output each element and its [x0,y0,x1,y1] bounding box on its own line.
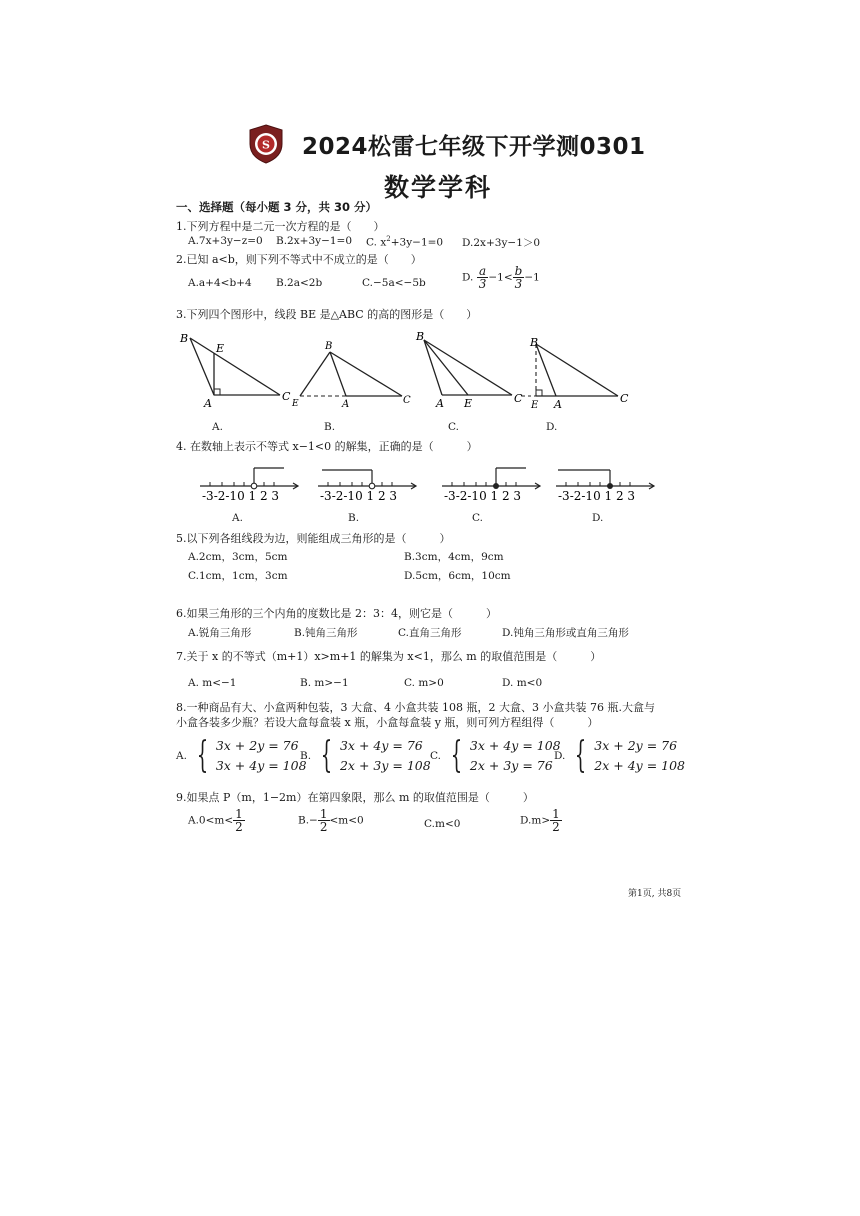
q1-option-a: A.7x+3y−z=0 [188,235,263,247]
q6-option-c: C.直角三角形 [398,627,462,639]
point-c-label: C [514,392,523,405]
q8-option-d: D. { 3x + 2y = 76 2x + 4y = 108 [554,735,686,776]
q1-option-d: D.2x+3y−1＞0 [462,237,541,249]
section-heading: 一、选择题（每小题 3 分，共 30 分） [176,200,378,214]
q8-option-b: B. { 3x + 4y = 76 2x + 3y = 108 [300,735,431,776]
q3-label-d: D. [546,421,558,433]
point-e-label: E [216,342,225,355]
numberline-ticks: -3-2-10 1 2 3 [202,489,280,503]
question-4-stem: 4. 在数轴上表示不等式 x−1<0 的解集，正确的是（ ） [176,440,478,453]
q9-option-a: A.0<m< $\frac{1}{2}$ [188,807,243,834]
question-8-stem-line2: 小盒各装多少瓶？若设大盒每盒装 x 瓶，小盒每盒装 y 瓶，则可列方程组得（ ） [176,716,599,729]
q3-figure-d [516,332,632,410]
q5-option-a: A.2cm，3cm，5cm [188,551,288,563]
point-e-label: E [292,399,299,409]
q7-option-b: B. m>−1 [300,677,349,689]
point-b-label: B [180,332,189,345]
point-c-label: C [403,395,411,406]
point-c-label: C [620,392,629,405]
exam-title: 2024松雷七年级下开学测0301 [302,134,646,160]
q4-label-b: B. [348,512,360,524]
q4-numberline-a [198,462,302,504]
q7-option-a: A. m<−1 [188,677,237,689]
point-e-label: E [531,400,539,410]
school-seal-icon [248,124,284,168]
q3-label-b: B. [324,421,336,433]
point-a-label: A [204,397,212,410]
point-e-label: E [464,397,473,410]
q7-option-d: D. m<0 [502,677,543,689]
question-1-stem: 1.下列方程中是二元一次方程的是（ ） [176,220,385,233]
q5-option-c: C.1cm，1cm，3cm [188,570,288,582]
q8-option-a: A. { 3x + 2y = 76 3x + 4y = 108 [176,735,307,776]
q1-option-b: B.2x+3y−1=0 [276,235,353,247]
question-7-stem: 7.关于 x 的不等式（m+1）x>m+1 的解集为 x<1，那么 m 的取值范围是（ ） [176,650,602,663]
q5-option-d: D.5cm，6cm，10cm [404,570,511,582]
q1-option-c: C. $x^2+3y-1=0$ [366,235,444,249]
numberline-ticks: -3-2-10 1 2 3 [558,489,636,503]
svg-text:S: S [262,138,270,152]
point-b-label: B [325,341,333,352]
q2-option-a: A.a+4<b+4 [188,277,252,289]
numberline-ticks: -3-2-10 1 2 3 [320,489,398,503]
point-c-label: C [282,390,291,403]
q6-option-a: A.锐角三角形 [188,627,252,639]
q9-option-c: C.m<0 [424,818,461,830]
q8-option-c: C. { 3x + 4y = 108 2x + 3y = 76 [430,735,561,776]
q9-option-d: D.m> $\frac{1}{2}$ [520,807,560,834]
q6-option-d: D.钝角三角形或直角三角形 [502,627,629,639]
q4-label-a: A. [232,512,243,524]
point-b-label: B [416,330,425,343]
q3-figure-a [176,328,300,410]
point-a-label: A [554,398,562,410]
point-a-label: A [342,399,350,410]
exam-subject: 数学学科 [384,173,493,202]
q2-option-c: C.−5a<−5b [362,277,426,289]
q3-label-a: A. [212,421,223,433]
question-2-stem: 2.已知 a<b，则下列不等式中不成立的是（ ） [176,253,422,266]
q3-label-c: C. [448,421,459,433]
question-8-stem-line1: 8.一种商品有大、小盒两种包装，3 大盒、4 小盒共装 108 瓶，2 大盒、3 小盒共装 76 瓶.大盒与 [176,701,655,714]
q3-figure-b [290,338,414,410]
point-b-label: B [530,336,539,349]
question-5-stem: 5.以下列各组线段为边，则能组成三角形的是（ ） [176,532,451,545]
q4-label-d: D. [592,512,604,524]
page-number: 第1页, 共8页 [628,889,682,899]
question-6-stem: 6.如果三角形的三个内角的度数比是 2：3：4，则它是（ ） [176,607,497,620]
q6-option-b: B.钝角三角形 [294,627,358,639]
q5-option-b: B.3cm，4cm，9cm [404,551,504,563]
question-3-stem: 3.下列四个图形中，线段 BE 是△ABC 的高的图形是（ ） [176,308,478,321]
q4-label-c: C. [472,512,483,524]
q2-option-d: D. $\frac{a}{3}$ −1< $\frac{b}{3}$ −1 [462,264,540,291]
q4-numberline-d [554,462,658,504]
q4-numberline-c [440,462,544,504]
point-a-label: A [436,397,444,410]
q4-numberline-b [316,462,420,504]
q9-option-b: B.− $\frac{1}{2}$ <m<0 [298,807,364,834]
question-9-stem: 9.如果点 P（m，1−2m）在第四象限，那么 m 的取值范围是（ ） [176,791,534,804]
q2-option-b: B.2a<2b [276,277,323,289]
q7-option-c: C. m>0 [404,677,444,689]
numberline-ticks: -3-2-10 1 2 3 [444,489,522,503]
